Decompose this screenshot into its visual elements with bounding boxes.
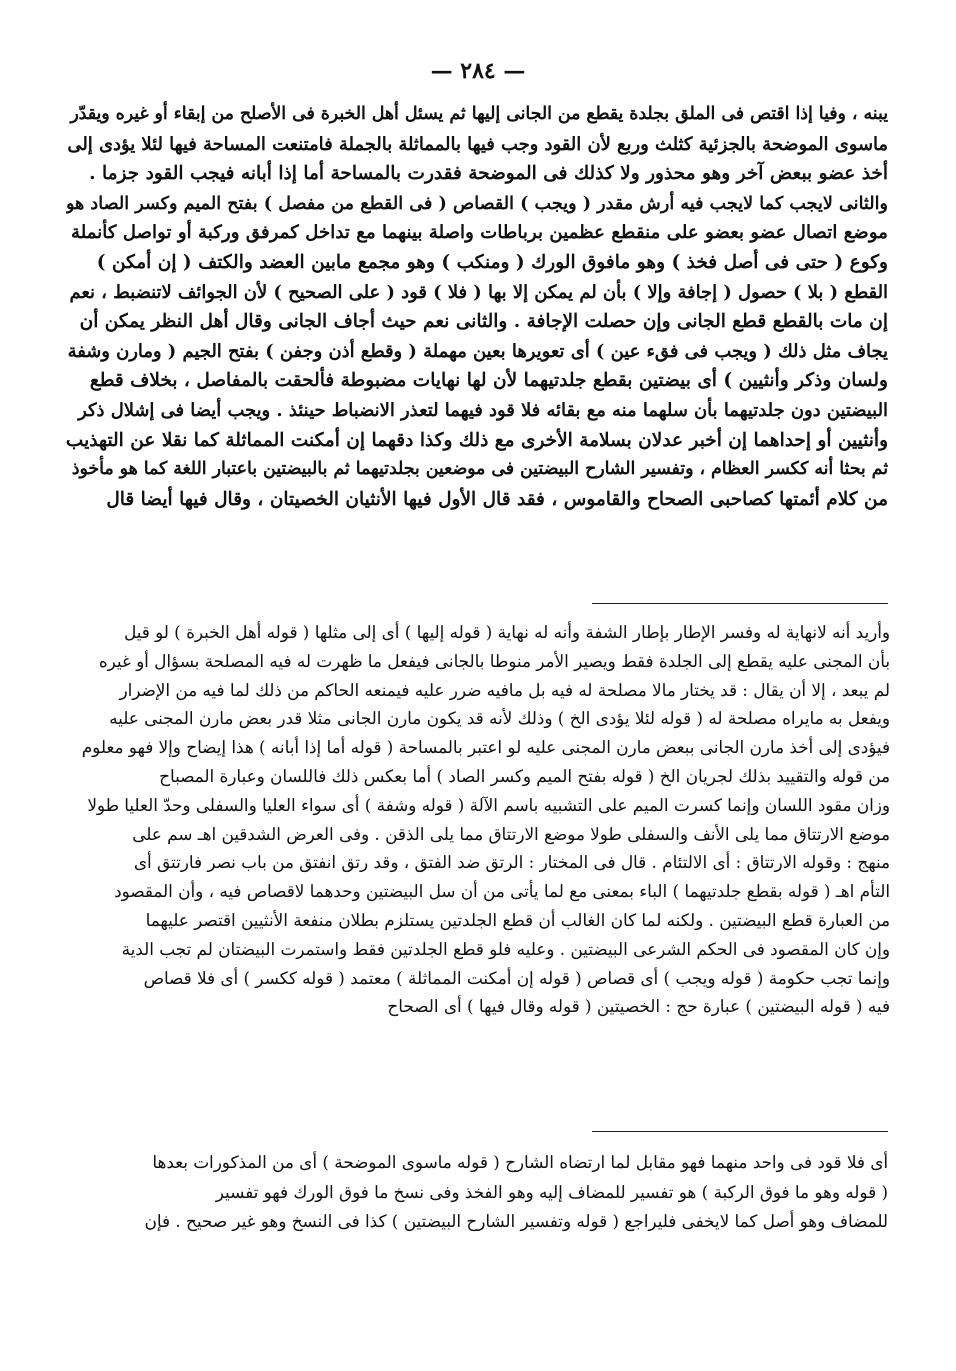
commentary-text (60, 618, 890, 1021)
commentary-line: منهج : وقوله الارتتاق : أى الالتئام . قال فى المختار : الرتق ضد الفتق ، وقد رتق انفتق من باب نصر فارتتق أى (133, 852, 890, 873)
footnote-line: للمضاف وهو أصل كما لايخفى فليراجع ( قوله وتفسير الشارح البيضتين ) كذا فى النسخ وهو غير صحيح . فإن (144, 1211, 888, 1232)
main-text-line: ولسان وذكر وأنثيين ) أى بيضتين بقطع جلدتيهما لأن لها نهايات مضبوطة فألحقت بالمفاصل ، بخلاف قطع (89, 370, 888, 392)
commentary-line: فيؤدى إلى أخذ مارن الجانى ببعض مارن المجنى عليه لو اعتبر بالمساحة ( قوله أما إذا أبانه ) هذا إيضاح وإلا فهو معلوم (81, 737, 890, 758)
commentary-line: من قوله والتقييد بذلك لجريان الخ ( قوله بفتح الميم وكسر الصاد ) أما بعكس ذلك فاللسان وعبارة المصباح (159, 765, 890, 786)
main-text-line: وأنثيين أو إحداهما إن أخبر عدلان بسلامة الأخرى مع ذلك وكذا دقهما إن أمكنت المماثلة كما نقلا عن التهذيب (66, 429, 888, 451)
commentary-line: التأم اهـ ( قوله بقطع جلدتيهما ) الباء بمعنى مع لما يأتى من أن سل البيضتين وحدهما لاقصاص فيه ، وأن المقصود (114, 881, 890, 902)
main-text-line: أخذ عضو ببعض آخر وهو محذور ولا كذلك فى الموضحة فقدرت بالمساحة أما إذا أبانه فيجب القود جزما . (89, 163, 888, 185)
main-text-line: البيضتين دون جلدتيهما بأن سلهما منه مع بقائه فلا قود فيهما لتعذر الانضباط حينئذ . ويجب أيضا فى إشلال ذكر (78, 399, 888, 421)
main-text-line: إن مات بالقطع قطع الجانى وإن حصلت الإجافة . والثانى نعم حيث أجاف الجانى وقال أهل النظر يمكن أن (79, 311, 888, 333)
main-text-line: وكوع ( حتى فى أصل فخذ ) وهو مافوق الورك ( ومنكب ) وهو مجمع مابين العضد والكتف ( إن أمكن ) (96, 251, 888, 273)
section-divider (592, 603, 888, 604)
commentary-line: ويفعل به مايراه مصلحة له ( قوله لئلا يؤدى الخ ) وذلك لأنه قد يكون مارن الجانى مثلا قدر بعض مارن المجنى عليه (109, 708, 890, 729)
commentary-line: وإن كان المقصود فى الحكم الشرعى البيضتين . وعليه فلو قطع الجلدتين فقط واستمرت البيضتان لم تجب الدية (121, 938, 890, 959)
commentary-line: بأن المجنى عليه يقطع إلى الجلدة فقط ويصير الأمر منوطا بالجانى فيفعل ما ظهرت له فيه المصلحة بسؤال أو غيره (98, 650, 890, 671)
footnote-line: أى فلا قود فى واحد منهما فهو مقابل لما ارتضاه الشارح ( قوله ماسوى الموضحة ) أى من المذكورات بعدها (152, 1152, 888, 1172)
section-divider (592, 1131, 888, 1132)
main-text-line: القطع ( بلا ) حصول ( إجافة وإلا ) بأن لم يمكن إلا بها ( فلا ) قود ( على الصحيح ) لأن الجوائف لاتنضبط ، نعم (69, 281, 888, 303)
page-number: — ٢٨٤ — (430, 58, 526, 84)
commentary-line: من العبارة قطع البيضتين . ولكنه لما كان الغالب أن قطع الجلدتين يستلزم بطلان منفعة الأنثيين اقتصر عليهما (145, 909, 890, 930)
main-text-line: يبنه ، وفيا إذا اقتص فى الملق بجلدة يقطع من الجانى إليها ثم يسئل أهل الخبرة فى الأصلح من إبقاء أو غيره ويقدّر (70, 104, 888, 124)
commentary-line: وأريد أنه لانهاية له وفسر الإطار بإطار الشفة وأنه له نهاية ( قوله إليها ) أى إلى مثلها ( قوله أهل الخبرة ) لو قيل (123, 622, 890, 642)
commentary-line: فيه ( قوله البيضتين ) عبارة حج : الخصيتين ( قوله وقال فيها ) أى الصحاح (387, 996, 890, 1017)
commentary-line: لم يبعد ، إلا أن يقال : قد يختار مالا مصلحة له فيه بل مافيه ضرر عليه فيمنعه الحاكم من ذلك لما فيه من الإضرار (119, 679, 890, 700)
main-text-line: ماسوى الموضحة بالجزئية كثلث وربع لأن القود وجب فيها بالمماثلة بالجملة فامتنعت المساحة فيها لئلا يؤدى إلى (67, 133, 888, 155)
footnote-text (66, 1148, 888, 1237)
commentary-line: موضع الارتتاق مما يلى الأنف والسفلى طولا موضع الارتتاق مما يلى الذقن . وفى العرض الشدقين اهـ سم على (132, 823, 890, 844)
footnote-line: ( قوله وهو ما فوق الركبة ) هو تفسير للمضاف إليه وهو الفخذ وفى نسخ ما فوق الورك فهو تفسير (215, 1181, 888, 1202)
main-text-line: موضع اتصال عضو بعضو على منقطع عظمين برباطات واصلة بينهما مع تداخل كمرفق وركبة أو تواصل كأنملة (70, 222, 888, 244)
main-text-line: يجاف مثل ذلك ( ويجب فى فقء عين ) أى تعويرها بعين مهملة ( وقطع أذن وجفن ) بفتح الجيم ( ومارن وشفة (67, 340, 888, 362)
main-text (66, 100, 888, 514)
commentary-line: وزان مقود اللسان وإنما كسرت الميم على التشبيه باسم الآلة ( قوله وشفة ) أى سواء العليا والسفلى وحدّ العليا طولا (87, 794, 890, 815)
commentary-line: وإنما تجب حكومة ( قوله ويجب ) أى قصاص ( قوله إن أمكنت المماثلة ) معتمد ( قوله ككسر ) أى فلا قصاص (143, 967, 890, 988)
main-text-line: والثانى لايجب كما لايجب فيه أرش مقدر ( ويجب ) القصاص ( فى القطع من مفصل ) بفتح الميم وكسر الصاد هو (66, 192, 888, 214)
main-text-line: ثم بحثا أنه ككسر العظام ، وتفسير الشارح البيضتين فى موضعين بجلدتيهما ثم بالبيضتين باعتبار اللغة كما هو مأخوذ (71, 459, 888, 480)
main-text-line: من كلام أئمتها كصاحبى الصحاح والقاموس ، فقد قال الأول فيها الأنثيان الخصيتان ، وقال فيها أيضا قال (106, 488, 888, 510)
